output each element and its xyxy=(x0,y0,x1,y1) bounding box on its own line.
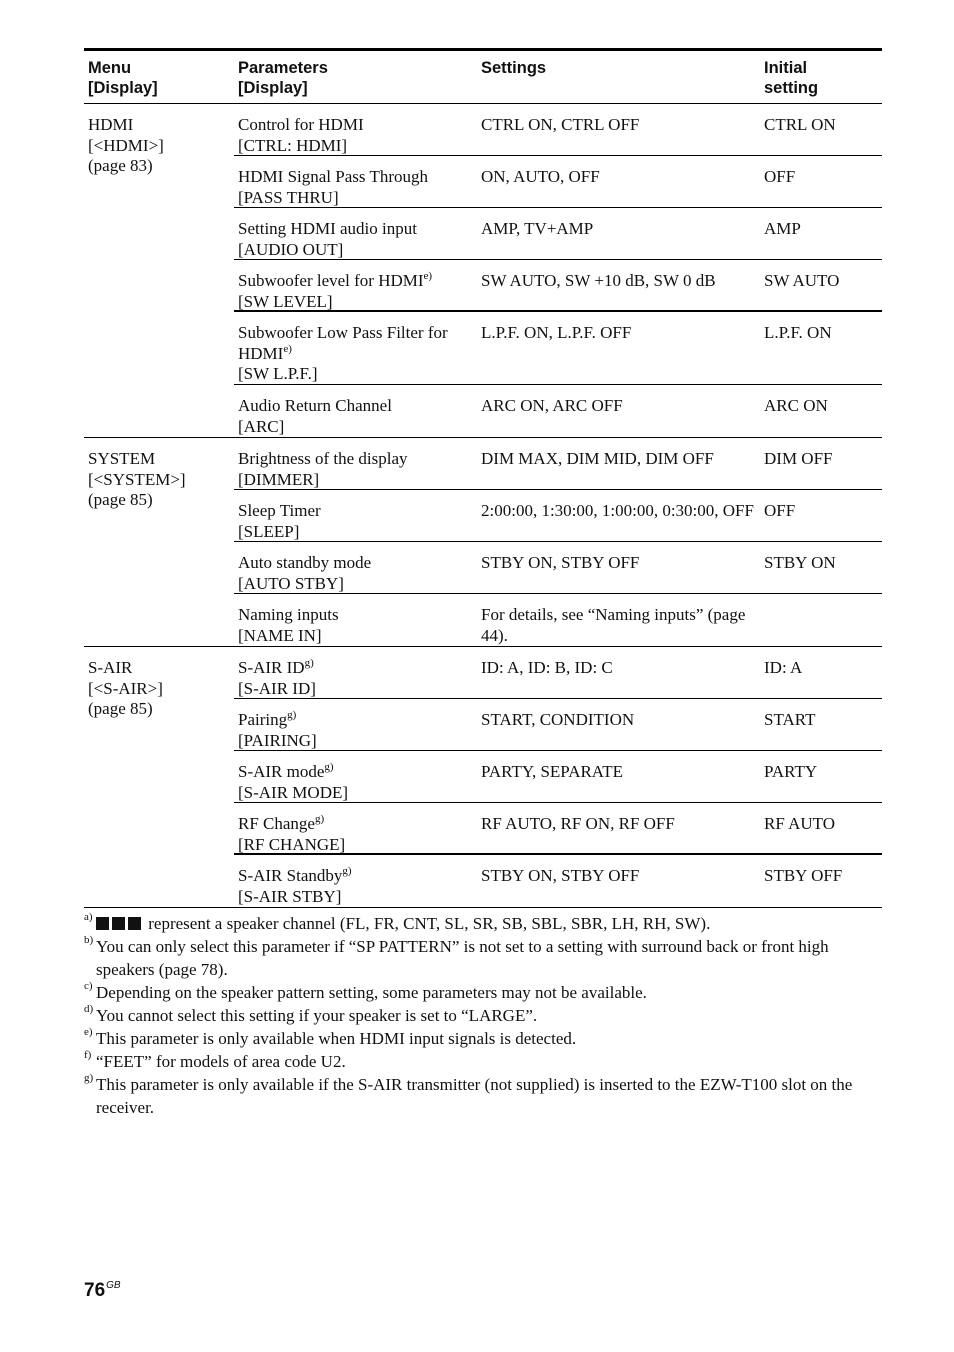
parameter-display: [PAIRING] xyxy=(238,730,317,750)
parameter-name: Subwoofer level for HDMI xyxy=(238,271,424,290)
table-row xyxy=(234,104,882,156)
table-row xyxy=(234,208,882,260)
parameter-cell xyxy=(234,699,477,750)
page-number-value: 76 xyxy=(84,1280,106,1301)
footnote-ref: g) xyxy=(324,761,334,773)
initial-cell: CTRL ON xyxy=(764,115,836,134)
parameter-cell xyxy=(234,156,477,207)
parameter-name: S-AIR Standby xyxy=(238,866,343,885)
footnote-text: “FEET” for models of area code U2. xyxy=(96,1052,346,1071)
parameter-cell xyxy=(234,647,477,698)
footnote-text: This parameter is only available when HDMI input signals is detected. xyxy=(96,1029,577,1048)
table-row xyxy=(234,751,882,803)
settings-cell: START, CONDITION xyxy=(481,710,635,729)
parameter-name: Sleep Timer xyxy=(238,501,321,520)
initial-cell: OFF xyxy=(764,167,796,186)
channel-square-icon xyxy=(96,917,109,930)
settings-cell: STBY ON, STBY OFF xyxy=(481,866,640,885)
initial-cell: ARC ON xyxy=(764,396,828,415)
header-initial-line2: setting xyxy=(764,79,819,97)
initial-cell xyxy=(760,594,882,646)
channel-square-icon xyxy=(112,917,125,930)
settings-cell: RF AUTO, RF ON, RF OFF xyxy=(481,814,675,833)
parameter-name: S-AIR ID xyxy=(238,658,305,677)
initial-cell: ID: A xyxy=(764,658,803,677)
settings-cell: 2:00:00, 1:30:00, 1:00:00, 0:30:00, OFF xyxy=(481,501,754,520)
header-parameters-line1: Parameters xyxy=(238,59,328,77)
group-menu-line: HDMI xyxy=(88,115,134,134)
parameter-display: [RF CHANGE] xyxy=(238,834,346,854)
parameter-name: S-AIR mode xyxy=(238,762,325,781)
page-number xyxy=(84,1280,121,1302)
initial-cell: SW AUTO xyxy=(764,271,840,290)
footnote-mark: c) xyxy=(84,980,93,992)
group-menu-line: [<SYSTEM>] xyxy=(88,469,186,489)
table-row xyxy=(234,438,882,490)
footnote-ref: g) xyxy=(342,865,352,877)
initial-cell: STBY ON xyxy=(764,553,836,572)
settings-cell: L.P.F. ON, L.P.F. OFF xyxy=(481,323,632,342)
parameter-cell xyxy=(234,594,477,646)
initial-cell: DIM OFF xyxy=(764,449,833,468)
parameter-cell xyxy=(234,542,477,593)
footnote-mark: b) xyxy=(84,934,94,946)
initial-cell: START xyxy=(764,710,816,729)
header-initial xyxy=(760,51,882,103)
parameter-name: RF Change xyxy=(238,814,315,833)
parameter-display: [NAME IN] xyxy=(238,625,322,645)
footnote xyxy=(84,912,884,935)
footnote-text: represent a speaker channel (FL, FR, CNT, SL, SR, SB, SBL, SBR, LH, RH, SW). xyxy=(148,914,711,933)
parameter-name: Auto standby mode xyxy=(238,553,372,572)
table-row xyxy=(234,647,882,699)
group-menu xyxy=(84,104,234,437)
footnote xyxy=(84,935,884,981)
parameter-name-cont: HDMI xyxy=(238,343,284,363)
table-row xyxy=(234,490,882,542)
footnote-mark: f) xyxy=(84,1049,92,1061)
parameter-cell xyxy=(234,312,477,384)
parameter-name: HDMI Signal Pass Through xyxy=(238,167,428,186)
table-row xyxy=(234,855,882,907)
parameter-display: [PASS THRU] xyxy=(238,187,339,207)
header-parameters xyxy=(234,51,477,103)
initial-cell: PARTY xyxy=(764,762,818,781)
parameter-name: Setting HDMI audio input xyxy=(238,219,417,238)
settings-cell: ON, AUTO, OFF xyxy=(481,167,600,186)
parameter-cell xyxy=(234,751,477,802)
settings-cell: STBY ON, STBY OFF xyxy=(481,553,640,572)
parameter-cell xyxy=(234,104,477,155)
footnote xyxy=(84,1027,884,1050)
channel-square-icon xyxy=(128,917,141,930)
header-initial-line1: Initial xyxy=(764,59,808,77)
group-menu-line: (page 85) xyxy=(88,699,153,718)
settings-cell: CTRL ON, CTRL OFF xyxy=(481,115,640,134)
initial-cell: OFF xyxy=(764,501,796,520)
parameter-cell xyxy=(234,208,477,259)
parameter-display: [CTRL: HDMI] xyxy=(238,135,348,155)
settings-cell: ARC ON, ARC OFF xyxy=(481,396,623,415)
header-settings: Settings xyxy=(481,59,547,77)
parameter-cell xyxy=(234,438,477,489)
table-row xyxy=(234,542,882,594)
parameter-display: [AUTO STBY] xyxy=(238,573,344,593)
parameter-name: Control for HDMI xyxy=(238,115,364,134)
table-row xyxy=(234,156,882,208)
initial-cell: STBY OFF xyxy=(764,866,843,885)
footnote xyxy=(84,1073,884,1119)
table-group xyxy=(84,104,882,438)
footnote-ref: e) xyxy=(283,342,292,355)
table-row xyxy=(234,594,882,646)
parameter-name: Naming inputs xyxy=(238,605,339,624)
footnote-text: This parameter is only available if the S-AIR transmitter (not supplied) is inserted to the EZW-T100 slot on the receiver. xyxy=(96,1075,853,1117)
table-body xyxy=(84,104,882,908)
parameter-name: Subwoofer Low Pass Filter for xyxy=(238,323,448,342)
parameter-name: Brightness of the display xyxy=(238,449,408,468)
settings-cell: ID: A, ID: B, ID: C xyxy=(481,658,613,677)
group-menu xyxy=(84,438,234,646)
footnote-mark: g) xyxy=(84,1072,94,1084)
footnote-mark: e) xyxy=(84,1026,93,1038)
settings-cell: SW AUTO, SW +10 dB, SW 0 dB xyxy=(481,271,716,290)
settings-cell: AMP, TV+AMP xyxy=(481,219,594,238)
parameter-cell xyxy=(234,855,477,907)
parameter-cell xyxy=(234,803,477,853)
parameter-cell xyxy=(234,490,477,541)
footnote-ref: e) xyxy=(423,270,433,282)
settings-cell: PARTY, SEPARATE xyxy=(481,762,623,781)
footnote-ref: g) xyxy=(287,709,297,721)
table-group xyxy=(84,647,882,908)
initial-cell: RF AUTO xyxy=(764,814,836,833)
group-menu-line: [<S-AIR>] xyxy=(88,678,163,698)
initial-cell: AMP xyxy=(764,219,801,238)
parameter-display: [SW LEVEL] xyxy=(238,291,333,311)
footnote xyxy=(84,1004,884,1027)
parameter-cell xyxy=(234,260,477,310)
table-row xyxy=(234,260,882,312)
footnote-text: You can only select this parameter if “SP PATTERN” is not set to a setting with surround back or front high speakers (page 78). xyxy=(96,937,829,979)
parameter-display: [S-AIR MODE] xyxy=(238,782,349,802)
parameter-name: Audio Return Channel xyxy=(238,396,392,415)
group-menu-line: [<HDMI>] xyxy=(88,135,164,155)
initial-cell: L.P.F. ON xyxy=(764,323,832,342)
header-parameters-line2: [Display] xyxy=(238,79,308,97)
footnote-text: Depending on the speaker pattern setting, some parameters may not be available. xyxy=(96,983,647,1002)
group-menu-line: (page 85) xyxy=(88,490,153,509)
footnote-mark: d) xyxy=(84,1003,94,1015)
parameter-display: [SLEEP] xyxy=(238,521,300,541)
table-group xyxy=(84,438,882,647)
footnote-text: You cannot select this setting if your speaker is set to “LARGE”. xyxy=(96,1006,538,1025)
parameter-display: [S-AIR ID] xyxy=(238,678,316,698)
footnote-mark: a) xyxy=(84,911,93,923)
settings-table xyxy=(84,48,882,908)
page-number-suffix: GB xyxy=(106,1280,121,1291)
parameter-name: Pairing xyxy=(238,710,288,729)
header-menu-line1: Menu xyxy=(88,59,132,77)
table-row xyxy=(234,385,882,437)
parameter-display: [DIMMER] xyxy=(238,469,320,489)
header-menu-line2: [Display] xyxy=(88,79,158,97)
footnote xyxy=(84,981,884,1004)
group-menu-line: S-AIR xyxy=(88,658,133,677)
parameter-display: [ARC] xyxy=(238,416,285,436)
table-row xyxy=(234,803,882,855)
settings-cell: For details, see “Naming inputs” (page 44). xyxy=(481,605,746,645)
table-row xyxy=(234,699,882,751)
group-menu-line: (page 83) xyxy=(88,156,153,175)
footnotes xyxy=(84,912,884,1119)
parameter-display: [SW L.P.F.] xyxy=(238,364,318,383)
parameter-display: [S-AIR STBY] xyxy=(238,886,342,906)
table-row xyxy=(234,312,882,385)
group-menu xyxy=(84,647,234,907)
footnote-ref: g) xyxy=(314,813,325,825)
header-menu xyxy=(84,51,234,103)
footnote xyxy=(84,1050,884,1073)
table-header xyxy=(84,51,882,104)
group-menu-line: SYSTEM xyxy=(88,449,156,468)
footnote-ref: g) xyxy=(304,657,314,669)
parameter-cell xyxy=(234,385,477,437)
settings-cell: DIM MAX, DIM MID, DIM OFF xyxy=(481,449,714,468)
parameter-display: [AUDIO OUT] xyxy=(238,239,344,259)
